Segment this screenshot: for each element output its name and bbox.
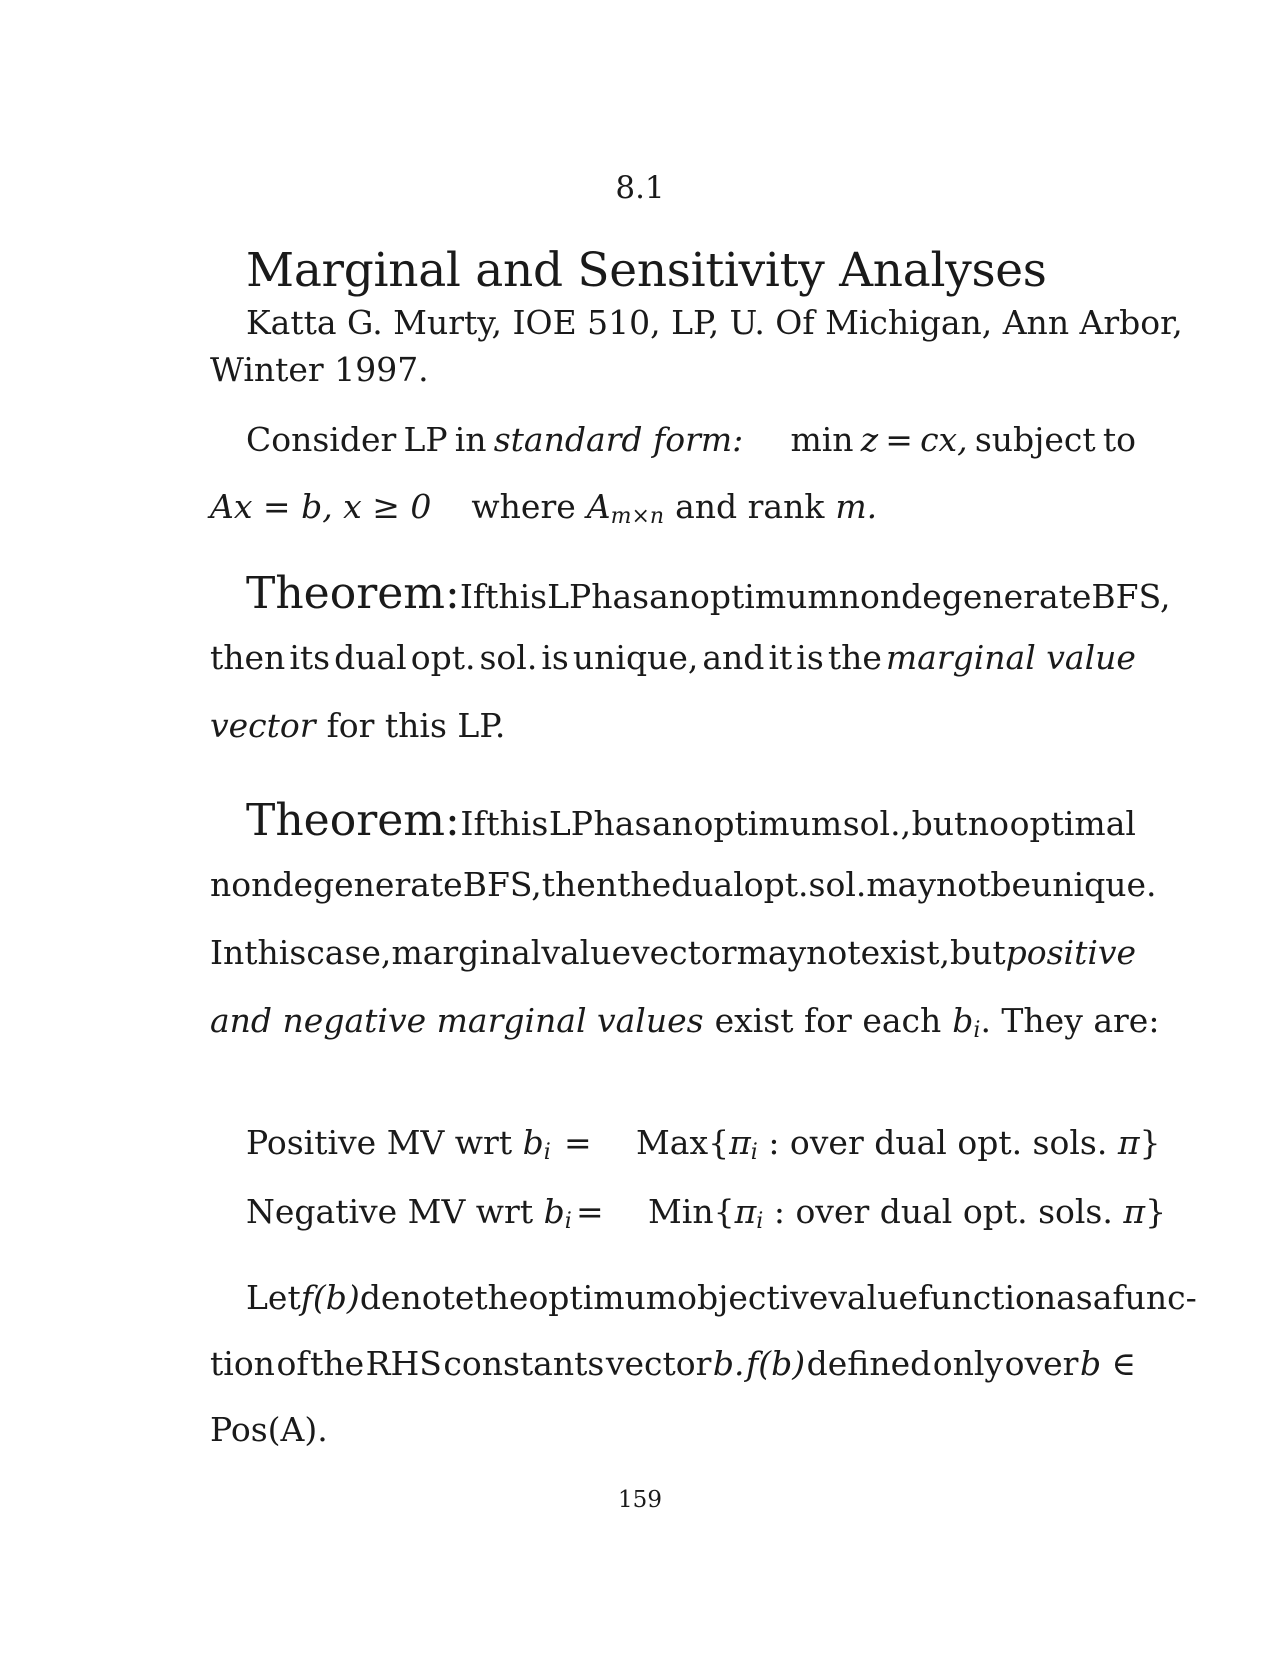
emphasis-standard-form: standard form:	[493, 420, 744, 459]
math-var-z: z	[860, 420, 879, 459]
intro-line-1	[246, 420, 1136, 459]
word: then	[210, 638, 286, 677]
word: its	[289, 638, 331, 677]
word: sol.	[479, 638, 538, 677]
author-line-1: Katta G. Murty, IOE 510, LP, U. Of Michigan, Ann Arbor,	[246, 303, 1183, 342]
word: optimum	[528, 1278, 678, 1317]
word: the	[617, 865, 672, 904]
word: function	[917, 1278, 1057, 1317]
word: Let	[246, 1278, 301, 1317]
final-line-3	[210, 1410, 1136, 1449]
word: func-	[1112, 1278, 1197, 1317]
page-title: Marginal and Sensitivity Analyses	[246, 243, 1047, 298]
math-equals: =	[885, 420, 913, 459]
word: If	[460, 804, 486, 843]
word: defined	[806, 1344, 932, 1383]
emphasis-marginal-value: marginal value	[885, 638, 1136, 677]
word: the	[310, 1344, 365, 1383]
theorem-1-line-3	[210, 706, 1136, 745]
word: LP	[548, 804, 593, 843]
word: nondegenerate	[838, 577, 1092, 616]
word: then	[541, 865, 618, 904]
word: LP	[403, 420, 448, 459]
emphasis-positive: positive	[1005, 933, 1137, 972]
final-line-1	[246, 1278, 1197, 1317]
word: the	[474, 1278, 529, 1317]
word: nondegenerate	[210, 865, 463, 904]
subscript: i	[543, 1140, 551, 1165]
theorem-2-line-1	[246, 795, 1136, 846]
word: to	[1102, 420, 1136, 459]
word: vector	[605, 1344, 712, 1383]
final-line-2	[210, 1344, 1136, 1383]
word: where	[471, 487, 576, 526]
equation-rhs: $Min\{\pi_i$ : over dual opt. sols. π}	[648, 1192, 1167, 1234]
word: sol.,	[842, 804, 912, 843]
word: over	[1004, 1344, 1079, 1383]
word: in	[454, 420, 487, 459]
word: Consider	[246, 420, 397, 459]
text-run: . They are:	[980, 1001, 1160, 1040]
word: objective	[677, 1278, 829, 1317]
word: but	[911, 804, 968, 843]
word: BFS,	[1091, 577, 1171, 616]
word: this	[485, 577, 548, 616]
word: the	[827, 638, 882, 677]
word: as	[1056, 1278, 1093, 1317]
equation-lhs: Positive MV wrt $b_i$	[246, 1123, 551, 1165]
word: an	[652, 804, 693, 843]
equation-lhs: Negative MV wrt $b_i$	[246, 1192, 572, 1234]
math-f-of-b: f(b)	[300, 1278, 360, 1317]
word: this	[486, 804, 549, 843]
word: is	[796, 638, 824, 677]
word: min	[790, 420, 854, 459]
word: value	[828, 1278, 918, 1317]
word: it	[768, 638, 793, 677]
section-number: 8.1	[615, 170, 665, 206]
math-pos-a: Pos(A).	[210, 1410, 328, 1449]
word: a	[1092, 1278, 1113, 1317]
word: no	[967, 804, 1010, 843]
word: value	[541, 933, 631, 972]
word: is	[541, 638, 569, 677]
word: vector	[631, 933, 737, 972]
equation-rhs: $Max\{\pi_i$ : over dual opt. sols. π}	[636, 1123, 1161, 1165]
word: exist,	[860, 933, 950, 972]
text-run: for this LP.	[326, 706, 506, 745]
word: not	[806, 933, 861, 972]
math-b-i: $b_i$. They are:	[952, 1001, 1160, 1043]
theorem-1-line-1	[246, 568, 1171, 619]
math-constraints: Ax = b, x ≥ 0	[210, 487, 432, 526]
subscript: i	[756, 1209, 764, 1234]
word: and	[702, 638, 765, 677]
word: tion	[210, 1344, 275, 1383]
theorem-1-heading: Theorem:	[246, 568, 460, 619]
word: optimum	[690, 577, 839, 616]
math-f-of-b: f(b)	[746, 1344, 806, 1383]
theorem-2-line-2	[210, 865, 1157, 904]
math-matrix-a: $A_{m\times n}$	[586, 487, 665, 529]
math-cx: cx,	[920, 420, 968, 459]
word: and rank	[675, 487, 825, 526]
word: this	[244, 933, 307, 972]
word: has	[591, 577, 650, 616]
theorem-2-line-4	[210, 1001, 1160, 1043]
word: sol.	[808, 865, 867, 904]
word: If	[459, 577, 486, 616]
text-run: exist for each	[714, 1001, 942, 1040]
word: not	[935, 865, 991, 904]
page-number: 159	[618, 1487, 662, 1513]
math-var-b: b.	[712, 1344, 745, 1383]
word: unique,	[572, 638, 699, 677]
word: LP	[547, 577, 592, 616]
word: subject	[974, 420, 1096, 459]
word: may	[736, 933, 807, 972]
subscript: i	[564, 1209, 572, 1234]
word: RHS	[365, 1344, 442, 1383]
emphasis-pos-neg-marginal-values: and negative marginal values	[210, 1001, 704, 1040]
word: unique.	[1031, 865, 1157, 904]
word: opt.	[410, 638, 476, 677]
word: opt.	[743, 865, 809, 904]
word: marginal	[391, 933, 542, 972]
word: has	[593, 804, 652, 843]
math-var-m: m.	[835, 487, 878, 526]
word: dual	[334, 638, 407, 677]
theorem-1-line-2	[210, 638, 1136, 677]
word: but	[949, 933, 1006, 972]
word: optimal	[1009, 804, 1136, 843]
word: denote	[359, 1278, 475, 1317]
subscript: m×n	[610, 504, 665, 529]
word: BFS,	[462, 865, 542, 904]
word: an	[649, 577, 691, 616]
subscript: i	[750, 1140, 758, 1165]
word: dual	[671, 865, 744, 904]
word: constants	[443, 1344, 605, 1383]
word: of	[276, 1344, 309, 1383]
subscript: i	[973, 1018, 981, 1043]
word: may	[866, 865, 936, 904]
word: only	[932, 1344, 1004, 1383]
theorem-2-line-3	[210, 933, 1136, 972]
word: case,	[306, 933, 392, 972]
equation-equals: =	[576, 1192, 604, 1231]
author-line-2: Winter 1997.	[210, 350, 429, 389]
equation-equals: =	[564, 1123, 592, 1162]
theorem-2-heading: Theorem:	[246, 795, 460, 846]
emphasis-vector: vector	[210, 706, 316, 745]
word: In	[210, 933, 245, 972]
intro-line-2	[210, 487, 1136, 529]
word: be	[990, 865, 1032, 904]
word: optimum	[693, 804, 843, 843]
math-b-in: b ∈	[1079, 1344, 1136, 1383]
